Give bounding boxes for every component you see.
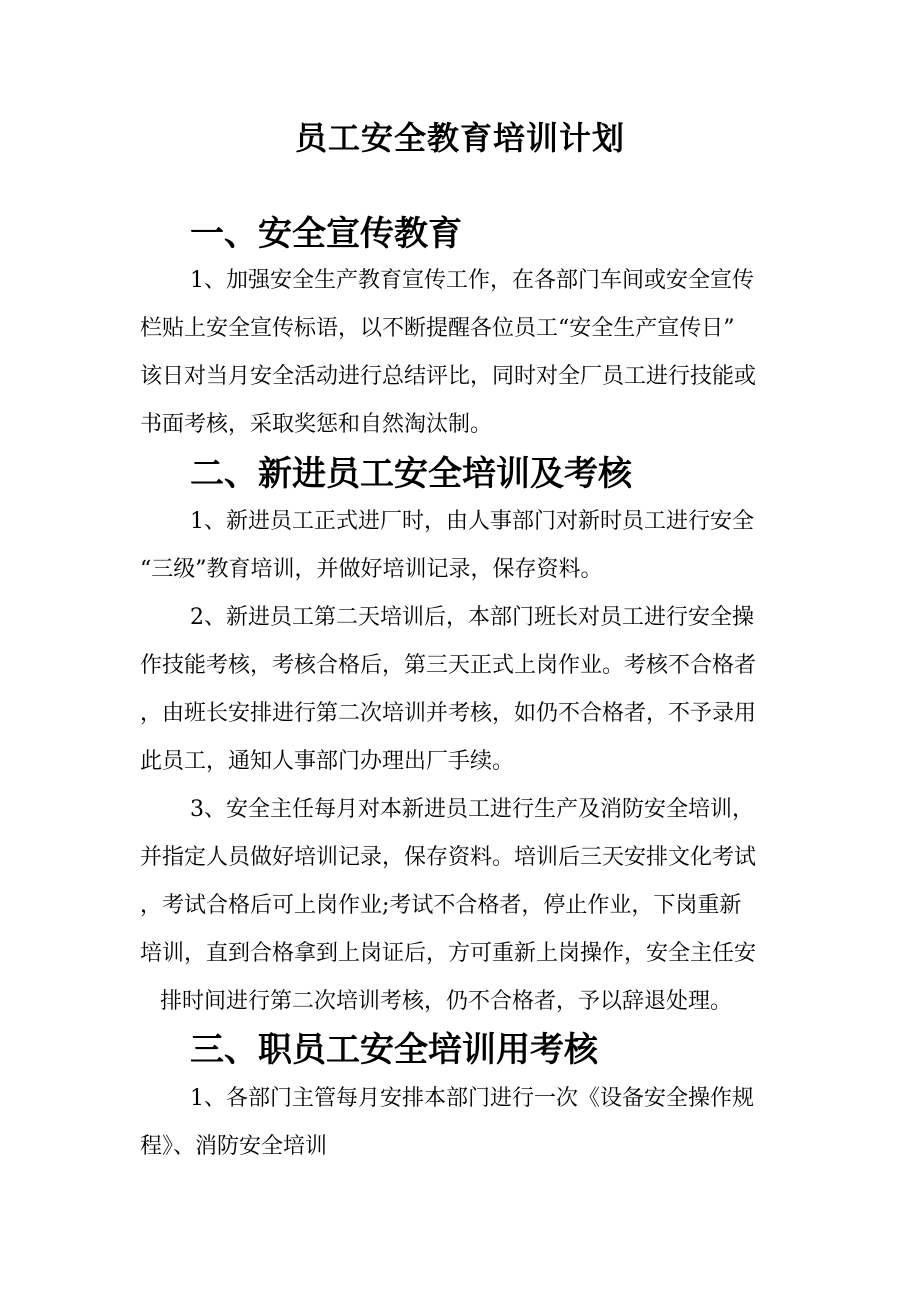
paragraph-line: 此员工，通知人事部门办理出厂手续。 <box>140 749 515 774</box>
paragraph-line: 1、加强安全生产教育宣传工作，在各部门车间或安全宣传 <box>190 268 754 293</box>
paragraph-line: 1、新进员工正式进厂时，由人事部门对新时员工进行安全 <box>190 509 754 534</box>
section-heading-1: 一、安全宣传教育 <box>190 214 462 254</box>
paragraph-line: 1、各部门主管每月安排本部门进行一次《设备安全操作规 <box>190 1086 754 1111</box>
paragraph-line: 3、安全主任每月对本新进员工进行生产及消防安全培训， <box>190 797 754 822</box>
section-heading-2: 二、新进员工安全培训及考核 <box>190 454 632 494</box>
document-title: 员工安全教育培训计划 <box>294 119 625 157</box>
paragraph-line: 该日对当月安全活动进行总结评比，同时对全厂员工进行技能或 <box>140 364 757 389</box>
paragraph-line: 排时间进行第二次培训考核，仍不合格者，予以辞退处理。 <box>160 989 733 1014</box>
paragraph-line: 栏贴上安全宣传标语，以不断提醒各位员工“安全生产宣传日” <box>140 316 735 341</box>
paragraph-line: ，考试合格后可上岗作业;考试不合格者，停止作业，下岗重新 <box>140 893 742 918</box>
paragraph-line: ，由班长安排进行第二次培训并考核，如仍不合格者，不予录用 <box>140 701 757 726</box>
paragraph-line: 培训，直到合格拿到上岗证后，方可重新上岗操作，安全主任安 <box>140 941 757 966</box>
paragraph-line: 书面考核，采取奖惩和自然淘汰制。 <box>140 412 493 437</box>
paragraph-line: “三级”教育培训，并做好培训记录，保存资料。 <box>140 557 603 582</box>
paragraph-line: 作技能考核，考核合格后，第三天正式上岗作业。考核不合格者 <box>140 653 757 678</box>
paragraph-line: 程》、消防安全培训 <box>140 1134 328 1159</box>
section-heading-3: 三、职员工安全培训用考核 <box>190 1030 598 1070</box>
paragraph-line: 2、新进员工第二天培训后，本部门班长对员工进行安全操 <box>190 605 754 630</box>
paragraph-line: 并指定人员做好培训记录，保存资料。培训后三天安排文化考试 <box>140 845 757 870</box>
